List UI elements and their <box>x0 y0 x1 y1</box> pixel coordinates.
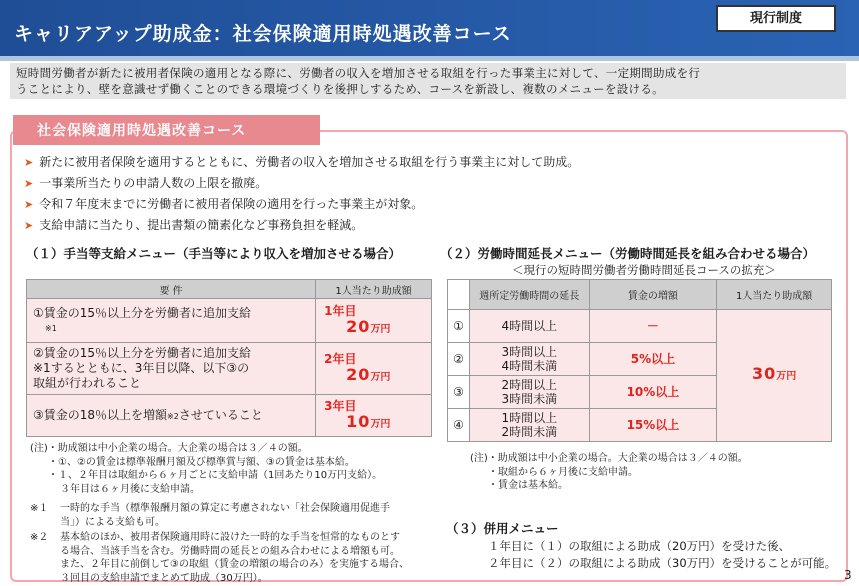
requirement-text: 取組が行われること <box>33 376 142 390</box>
bullet-text: 一事業所当たりの申請人数の上限を撤廃。 <box>39 176 268 190</box>
menu3-body <box>488 538 836 572</box>
requirement-cell <box>27 395 316 437</box>
raise-cell: 5%以上 <box>589 343 717 376</box>
bullet-text: 新たに被用者保険を適用するとともに、労働者の収入を増加させる取組を行う事業主に対して助成。 <box>39 155 580 169</box>
note-line: ３年目は６ヶ月後に支給申請。 <box>60 483 200 495</box>
note-line: ・１、２年目は取組から６ヶ月ごとに支給申請（1回あたり10万円支給）。 <box>48 470 383 481</box>
footnote-mark: ※２ <box>30 532 49 543</box>
amount-cell <box>316 299 432 343</box>
page-title: キャリアアップ助成金：社会保険適用時処遇改善コース <box>14 23 512 45</box>
table-row <box>27 343 432 395</box>
bullet-item <box>24 173 824 194</box>
footnote-text: ３回目の支給申請でまとめて助成（30万円）。 <box>60 572 268 584</box>
menu1-title: （１）手当等支給メニュー（手当等により収入を増加させる場合） <box>26 246 402 261</box>
amount-value: 10 <box>346 412 371 431</box>
bullet-text: 令和７年度末までに労働者に被用者保険の適用を行った事業主が対象。 <box>39 197 424 211</box>
note-line: ・賃金は基本給。 <box>488 480 568 491</box>
hours-cell <box>469 376 589 409</box>
menu3-text: ２年目に（２）の取組による助成（30万円）を受けることが可能。 <box>488 556 837 570</box>
amount-cell <box>316 343 432 395</box>
amount-unit: 万円 <box>370 419 391 430</box>
bullet-item <box>24 215 824 236</box>
table-row <box>27 299 432 343</box>
requirement-text: ③賃金の18％以上を増額 <box>33 407 168 422</box>
hours-text: 1時間以上 <box>501 411 558 425</box>
footnote-text: 基本給のほか、被用者保険適用時に設けた一時的な手当を恒常的なものとす <box>60 532 400 543</box>
menu2-title: （２）労働時間延長メニュー（労働時間延長を組み合わせる場合） <box>440 246 816 261</box>
menu1-notes <box>30 442 382 496</box>
raise-cell: 10%以上 <box>589 376 717 409</box>
requirement-text: ※1するとともに、3年目以降、以下③の <box>33 361 250 375</box>
amount-value: 30 <box>752 364 777 383</box>
arrow-icon: ➤ <box>24 198 34 211</box>
note-line: ・①、②の賃金は標準報酬月額及び標準賞与額、③の賃金は基本給。 <box>48 456 355 468</box>
amount-unit: 万円 <box>776 371 797 382</box>
bullet-text: 支給申請に当たり、提出書類の簡素化など事務負担を軽減。 <box>39 218 364 232</box>
page-number: 3 <box>844 568 852 582</box>
hours-cell <box>469 409 589 442</box>
menu3-title: （３）併用メニュー <box>446 521 559 536</box>
requirement-text: させていること <box>178 407 263 422</box>
amount-cell <box>717 310 832 442</box>
footnote-mark: ※2 <box>167 411 179 421</box>
table-row <box>448 310 832 343</box>
footnote-text: また、２年目に前倒して③の取組（賃金の増額の場合のみ）を実施する場合、 <box>60 559 409 570</box>
column-header: 1人当たり助成額 <box>717 280 832 310</box>
note-line: (注)・助成額は中小企業の場合。大企業の場合は３／４の額。 <box>30 443 308 454</box>
year-label: 2年目 <box>324 352 357 366</box>
requirement-text: ①賃金の15％以上分を労働者に追加支給 <box>33 305 252 320</box>
table-header-row <box>27 280 432 299</box>
column-header <box>448 280 470 310</box>
requirement-text: ②賃金の15％以上分を労働者に追加支給 <box>33 346 252 360</box>
footnote-mark: ※１ <box>30 503 49 514</box>
column-header: 週所定労働時間の延長 <box>469 280 589 310</box>
hours-text: 2時間未満 <box>501 425 558 439</box>
arrow-icon: ➤ <box>24 177 34 190</box>
status-badge: 現行制度 <box>716 5 836 32</box>
raise-cell: － <box>589 310 717 343</box>
intro-line: うことにより、壁を意識せず働くことのできる環境づくりを後押しするため、コースを新設し、複数のメニューを設ける。 <box>16 82 664 96</box>
column-header: 1人当たり助成額 <box>316 280 432 299</box>
header-divider <box>0 56 859 61</box>
hours-text: 3時間未満 <box>501 392 558 406</box>
column-header: 賃金の増額 <box>589 280 717 310</box>
note-line: (注)・助成額は中小企業の場合。大企業の場合は３／４の額。 <box>470 453 748 464</box>
footnote-mark: ※1 <box>45 323 57 333</box>
menu2-subtitle: ＜現行の短時間労働者労働時間延長コースの拡充＞ <box>512 263 776 277</box>
arrow-icon: ➤ <box>24 156 34 169</box>
amount-unit: 万円 <box>370 372 391 383</box>
year-label: 1年目 <box>324 304 357 318</box>
arrow-icon: ➤ <box>24 219 34 232</box>
amount-value: 20 <box>346 317 371 336</box>
hours-text: 4時間以上 <box>501 319 558 333</box>
hours-cell <box>469 310 589 343</box>
footnote-text: 一時的な手当（標準報酬月額の算定に考慮されない「社会保険適用促進手 <box>60 503 390 514</box>
requirement-cell <box>27 299 316 343</box>
footnote <box>30 502 440 516</box>
menu2-table <box>447 279 832 442</box>
intro-summary <box>10 63 846 99</box>
menu1-footnotes <box>30 502 440 585</box>
hours-text: 3時間以上 <box>501 345 558 359</box>
bullet-item <box>24 152 824 173</box>
note-line: ・取組から６ヶ月後に支給申請。 <box>488 466 638 478</box>
column-header: 要 件 <box>27 280 316 299</box>
footnote-text: る場合、当該手当を含む。労働時間の延長との組み合わせによる増額も可。 <box>60 545 400 557</box>
footnote-text: 当」）による支給も可。 <box>60 516 165 528</box>
hours-text: 2時間以上 <box>501 378 558 392</box>
year-label: 3年目 <box>324 399 357 413</box>
course-title: 社会保険適用時処遇改善コース <box>13 115 320 145</box>
menu3-text: １年目に（１）の取組による助成（20万円）を受けた後、 <box>488 539 791 553</box>
menu2-notes <box>470 452 748 493</box>
table-header-row <box>448 280 832 310</box>
bullet-list <box>24 152 824 236</box>
hours-cell <box>469 343 589 376</box>
table-row <box>27 395 432 437</box>
amount-value: 20 <box>346 365 371 384</box>
row-number: ② <box>448 343 470 376</box>
amount-cell <box>316 395 432 437</box>
bullet-item <box>24 194 824 215</box>
intro-line: 短時間労働者が新たに被用者保険の適用となる際に、労働者の収入を増加させる取組を行った事業主に対して、一定期間助成を行 <box>16 66 701 80</box>
amount-unit: 万円 <box>370 324 391 335</box>
row-number: ④ <box>448 409 470 442</box>
row-number: ③ <box>448 376 470 409</box>
row-number: ① <box>448 310 470 343</box>
hours-text: 4時間未満 <box>501 359 558 373</box>
menu1-table <box>26 279 432 437</box>
raise-cell: 15%以上 <box>589 409 717 442</box>
requirement-cell <box>27 343 316 395</box>
